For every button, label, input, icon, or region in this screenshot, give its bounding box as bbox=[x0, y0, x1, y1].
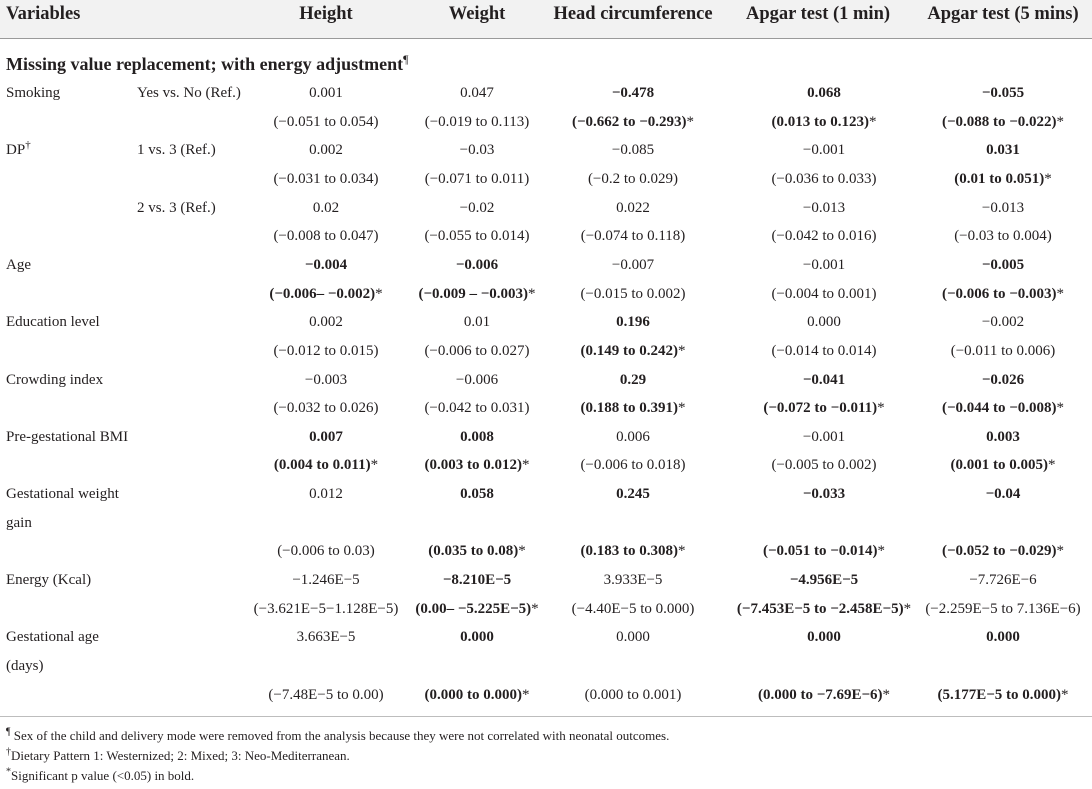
row-variable-text: Pre-gestational BMI bbox=[6, 428, 129, 445]
table-cell bbox=[771, 222, 876, 250]
row-variable bbox=[6, 423, 128, 451]
header-weight: Weight bbox=[448, 4, 506, 24]
row-variable bbox=[6, 623, 99, 651]
cell-value: (−0.011 to 0.006) bbox=[950, 342, 1056, 359]
table-cell bbox=[803, 480, 845, 508]
table-cell bbox=[309, 136, 343, 164]
cell-value: −0.001 bbox=[802, 256, 846, 273]
cell-value: 0.047 bbox=[460, 85, 494, 101]
cell-value: −0.004 bbox=[304, 256, 348, 273]
table-cell bbox=[428, 537, 526, 565]
cell-value: −4.956E−5 bbox=[789, 572, 859, 589]
cell-value: (−0.662 to −0.293) bbox=[571, 113, 687, 130]
significance-mark: * bbox=[869, 113, 877, 130]
table-row bbox=[0, 394, 1092, 422]
table-cell bbox=[268, 681, 383, 709]
table-cell bbox=[581, 394, 686, 422]
table-cell bbox=[254, 595, 399, 623]
table-cell bbox=[273, 222, 378, 250]
cell-value: −0.478 bbox=[611, 85, 655, 101]
significance-mark: * bbox=[1056, 113, 1065, 130]
table-cell bbox=[807, 623, 841, 651]
table-cell bbox=[305, 366, 347, 394]
table-row bbox=[0, 537, 1092, 565]
table-cell bbox=[269, 280, 382, 308]
header-apgar-1min: Apgar test (1 min) bbox=[745, 4, 891, 24]
table-cell bbox=[588, 165, 678, 193]
cell-value: −0.001 bbox=[802, 142, 846, 159]
table-cell bbox=[274, 451, 378, 479]
table-cell bbox=[456, 366, 498, 394]
cell-value: (0.001 to 0.005) bbox=[950, 457, 1048, 474]
cell-value: (0.000 to 0.000) bbox=[424, 686, 522, 703]
table-cell bbox=[292, 566, 359, 594]
footnote-1-mark: ¶ bbox=[6, 726, 11, 738]
table-row bbox=[0, 566, 1092, 594]
table-cell bbox=[982, 79, 1024, 107]
row-variable bbox=[6, 136, 31, 164]
cell-value: (−0.088 to −0.022) bbox=[941, 113, 1057, 130]
row-variable bbox=[6, 79, 60, 107]
table-cell bbox=[460, 79, 494, 107]
table-cell bbox=[309, 79, 343, 107]
significance-mark: * bbox=[1044, 170, 1052, 187]
significance-mark: * bbox=[370, 457, 379, 474]
cell-value: (−0.042 to 0.016) bbox=[771, 228, 877, 245]
cell-value: −0.001 bbox=[802, 428, 846, 445]
cell-value: (5.177E−5 to 0.000) bbox=[937, 686, 1062, 703]
table-cell bbox=[942, 394, 1064, 422]
table-cell bbox=[772, 108, 877, 136]
table-cell bbox=[581, 337, 686, 365]
cell-value: 0.022 bbox=[616, 199, 650, 216]
significance-mark: * bbox=[903, 600, 912, 617]
table-cell bbox=[982, 251, 1024, 279]
table-cell bbox=[986, 623, 1020, 651]
cell-value: (−0.006 to 0.03) bbox=[277, 543, 375, 560]
cell-value: 0.000 bbox=[807, 629, 841, 646]
row-variable-footnote-mark: † bbox=[25, 139, 31, 152]
significance-mark: * bbox=[686, 113, 695, 130]
significance-mark: * bbox=[678, 400, 686, 417]
cell-value: 0.01 bbox=[463, 314, 491, 331]
cell-value: −0.013 bbox=[802, 199, 846, 216]
row-variable-text: Crowding index bbox=[6, 371, 104, 388]
table-cell bbox=[616, 194, 650, 222]
table-cell bbox=[460, 423, 494, 451]
table-cell bbox=[942, 108, 1064, 136]
table-row bbox=[0, 595, 1092, 623]
table-cell bbox=[925, 595, 1080, 623]
table-row bbox=[0, 366, 1092, 394]
significance-mark: * bbox=[1056, 543, 1065, 560]
table-row bbox=[0, 280, 1092, 308]
header-variables: Variables bbox=[6, 4, 81, 24]
footnote-1 bbox=[6, 728, 669, 744]
cell-value: (0.149 to 0.242) bbox=[580, 342, 678, 359]
section-title-mark: ¶ bbox=[403, 52, 409, 66]
table-row bbox=[0, 251, 1092, 279]
cell-value: (−0.006 to −0.003) bbox=[941, 285, 1057, 302]
row-variable bbox=[6, 308, 100, 336]
table-cell bbox=[424, 337, 529, 365]
table-cell bbox=[415, 595, 538, 623]
table-row bbox=[0, 423, 1092, 451]
table-cell bbox=[612, 136, 654, 164]
table-row bbox=[0, 337, 1092, 365]
cell-value: (−0.012 to 0.015) bbox=[273, 342, 379, 359]
cell-value: 0.196 bbox=[616, 314, 650, 331]
header-height: Height bbox=[299, 4, 353, 24]
table-cell bbox=[464, 308, 490, 336]
cell-value: (0.004 to 0.011) bbox=[273, 457, 371, 474]
table-cell bbox=[771, 337, 876, 365]
table-cell bbox=[982, 308, 1024, 336]
cell-value: (0.188 to 0.391) bbox=[580, 400, 678, 417]
significance-mark: * bbox=[1056, 285, 1065, 302]
table-cell bbox=[418, 280, 535, 308]
cell-value: (−0.074 to 0.118) bbox=[580, 228, 686, 245]
cell-value: −0.03 bbox=[459, 142, 495, 159]
table-cell bbox=[616, 480, 650, 508]
cell-value: (0.013 to 0.123) bbox=[771, 113, 869, 130]
cell-value: 0.245 bbox=[616, 486, 650, 503]
table-cell bbox=[803, 423, 845, 451]
row-variable bbox=[6, 652, 44, 680]
cell-value: (0.003 to 0.012) bbox=[424, 457, 522, 474]
row-variable bbox=[6, 509, 32, 537]
cell-value: −0.055 bbox=[981, 85, 1025, 101]
table-cell bbox=[937, 681, 1068, 709]
table-cell bbox=[986, 136, 1020, 164]
significance-mark: * bbox=[877, 543, 886, 560]
table-row bbox=[0, 79, 1092, 107]
table-cell bbox=[572, 108, 694, 136]
cell-value: (−7.48E−5 to 0.00) bbox=[268, 686, 384, 703]
cell-value: 0.000 bbox=[807, 314, 841, 331]
significance-mark: * bbox=[1061, 686, 1069, 703]
cell-value: (−0.019 to 0.113) bbox=[424, 113, 530, 130]
section-title bbox=[6, 52, 409, 75]
table-cell bbox=[620, 366, 646, 394]
cell-value: (−0.2 to 0.029) bbox=[587, 170, 679, 187]
table-cell bbox=[443, 566, 511, 594]
cell-value: (−0.051 to −0.014) bbox=[762, 543, 878, 560]
cell-value: (−0.072 to −0.011) bbox=[763, 400, 878, 417]
row-variable-text: Energy (Kcal) bbox=[6, 572, 92, 589]
footnote-3-text: Significant p value (<0.05) in bold. bbox=[11, 768, 195, 783]
header-apgar-5min: Apgar test (5 mins) bbox=[927, 4, 1079, 24]
significance-mark: * bbox=[518, 543, 526, 560]
cell-value: −1.246E−5 bbox=[292, 572, 360, 589]
table-cell bbox=[313, 194, 339, 222]
table-cell bbox=[581, 222, 686, 250]
table-cell bbox=[982, 366, 1024, 394]
cell-value: 0.002 bbox=[309, 142, 343, 159]
table-cell bbox=[986, 480, 1021, 508]
table-cell bbox=[771, 280, 876, 308]
table-cell bbox=[604, 566, 663, 594]
cell-value: −0.002 bbox=[981, 314, 1025, 331]
table-cell bbox=[425, 108, 530, 136]
cell-value: (0.035 to 0.08) bbox=[428, 543, 519, 560]
header-rule bbox=[0, 38, 1092, 39]
table-row bbox=[0, 509, 1092, 537]
table-cell bbox=[456, 251, 498, 279]
table-cell bbox=[986, 423, 1020, 451]
table-row bbox=[0, 194, 1092, 222]
cell-value: 0.006 bbox=[616, 428, 650, 445]
cell-value: 0.007 bbox=[309, 428, 343, 445]
table-row bbox=[0, 108, 1092, 136]
table-cell bbox=[803, 251, 845, 279]
cell-value: −0.02 bbox=[459, 199, 495, 216]
table-cell bbox=[982, 194, 1024, 222]
cell-value: (−0.006 to 0.018) bbox=[580, 457, 686, 474]
significance-mark: * bbox=[1056, 400, 1065, 417]
cell-value: 0.058 bbox=[460, 486, 494, 503]
table-cell bbox=[460, 623, 494, 651]
table-row bbox=[0, 681, 1092, 709]
table-cell bbox=[425, 451, 530, 479]
cell-value: −8.210E−5 bbox=[442, 572, 512, 589]
table-cell bbox=[951, 337, 1056, 365]
significance-mark: * bbox=[375, 285, 383, 302]
cell-value: 0.003 bbox=[986, 428, 1020, 445]
cell-value: −0.006 bbox=[455, 256, 499, 273]
significance-mark: * bbox=[528, 285, 536, 302]
cell-value: 0.001 bbox=[309, 85, 343, 101]
table-cell bbox=[790, 566, 858, 594]
table-cell bbox=[771, 451, 876, 479]
row-subcategory: Yes vs. No (Ref.) bbox=[137, 85, 241, 101]
table-cell bbox=[807, 79, 841, 107]
table-cell bbox=[424, 394, 529, 422]
cell-value: 3.663E−5 bbox=[296, 629, 356, 646]
section-title-text: Missing value replacement; with energy adjustment bbox=[6, 54, 404, 74]
table-row bbox=[0, 480, 1092, 508]
cell-value: 0.29 bbox=[619, 371, 647, 388]
table-cell bbox=[942, 280, 1064, 308]
table-cell bbox=[425, 681, 530, 709]
cell-value: 0.002 bbox=[309, 314, 343, 331]
cell-value: 3.933E−5 bbox=[603, 572, 663, 589]
table-cell bbox=[612, 251, 654, 279]
table-cell bbox=[954, 222, 1052, 250]
table-cell bbox=[763, 537, 885, 565]
cell-value: 0.02 bbox=[312, 199, 340, 216]
table-cell bbox=[954, 165, 1052, 193]
row-variable bbox=[6, 480, 119, 508]
table-cell bbox=[758, 681, 890, 709]
cell-value: −0.041 bbox=[802, 371, 846, 388]
cell-value: 0.000 bbox=[460, 629, 494, 646]
cell-value: (−3.621E−5−1.128E−5) bbox=[253, 600, 399, 617]
cell-value: (−0.005 to 0.002) bbox=[771, 457, 877, 474]
cell-value: (−0.055 to 0.014) bbox=[424, 228, 530, 245]
cell-value: (−0.008 to 0.047) bbox=[273, 228, 379, 245]
table-cell bbox=[942, 537, 1064, 565]
cell-value: −7.726E−6 bbox=[969, 572, 1037, 589]
cell-value: (−2.259E−5 to 7.136E−6) bbox=[925, 600, 1081, 617]
cell-value: 0.068 bbox=[807, 85, 841, 101]
significance-mark: * bbox=[522, 686, 530, 703]
footnote-2 bbox=[6, 748, 350, 764]
table-cell bbox=[305, 251, 347, 279]
footnote-2-text: Dietary Pattern 1: Westernized; 2: Mixed; 3: Neo-Mediterranean. bbox=[11, 748, 350, 763]
significance-mark: * bbox=[882, 686, 891, 703]
row-subcategory: 1 vs. 3 (Ref.) bbox=[137, 142, 216, 159]
cell-value: −0.006 bbox=[455, 371, 499, 388]
table-cell bbox=[580, 280, 685, 308]
row-variable-text: Smoking bbox=[6, 85, 61, 101]
significance-mark: * bbox=[1048, 457, 1056, 474]
table-row bbox=[0, 136, 1092, 164]
cell-value: −0.007 bbox=[611, 256, 655, 273]
cell-value: (−0.009 – −0.003) bbox=[418, 285, 529, 302]
footnote-1-text: Sex of the child and delivery mode were removed from the analysis because they were not correlated with neonatal outcomes. bbox=[10, 728, 670, 743]
cell-value: (0.00– −5.225E−5) bbox=[415, 600, 532, 617]
table-cell bbox=[460, 136, 495, 164]
table-cell bbox=[737, 595, 911, 623]
table-cell bbox=[969, 566, 1036, 594]
table-cell bbox=[616, 423, 650, 451]
cell-value: (0.01 to 0.051) bbox=[954, 170, 1045, 187]
table-cell bbox=[803, 194, 845, 222]
table-cell bbox=[273, 165, 378, 193]
cell-value: (−0.03 to 0.004) bbox=[954, 228, 1052, 245]
row-variable bbox=[6, 566, 91, 594]
cell-value: 0.008 bbox=[460, 428, 494, 445]
table-cell bbox=[309, 423, 343, 451]
cell-value: (−0.044 to −0.008) bbox=[941, 400, 1057, 417]
header-head-circumference: Head circumference bbox=[553, 4, 713, 24]
table-cell bbox=[273, 108, 378, 136]
cell-value: (−0.042 to 0.031) bbox=[424, 400, 530, 417]
cell-value: −0.026 bbox=[981, 371, 1025, 388]
footer-rule bbox=[0, 716, 1092, 717]
table-cell bbox=[585, 681, 682, 709]
cell-value: −0.005 bbox=[981, 256, 1025, 273]
row-variable-text: Gestational age bbox=[6, 629, 99, 646]
table-cell bbox=[460, 480, 494, 508]
table-cell bbox=[951, 451, 1056, 479]
cell-value: (−0.004 to 0.001) bbox=[771, 285, 877, 302]
cell-value: (−4.40E−5 to 0.000) bbox=[571, 600, 695, 617]
row-variable-text: gain bbox=[6, 514, 32, 531]
table-cell bbox=[612, 79, 654, 107]
row-subcategory: 2 vs. 3 (Ref.) bbox=[137, 199, 216, 216]
table-cell bbox=[763, 394, 884, 422]
table-cell bbox=[309, 308, 343, 336]
significance-mark: * bbox=[678, 342, 686, 359]
cell-value: −0.013 bbox=[981, 199, 1025, 216]
cell-value: (−0.006– −0.002) bbox=[269, 285, 376, 302]
table-cell bbox=[297, 623, 356, 651]
cell-value: −0.085 bbox=[611, 142, 655, 159]
table-cell bbox=[572, 595, 695, 623]
table-cell bbox=[309, 480, 343, 508]
footnote-3-mark: * bbox=[6, 766, 11, 778]
cell-value: (−0.052 to −0.029) bbox=[941, 543, 1057, 560]
table-row bbox=[0, 308, 1092, 336]
table-row bbox=[0, 623, 1092, 651]
cell-value: −0.04 bbox=[985, 486, 1021, 503]
table-row bbox=[0, 165, 1092, 193]
table-cell bbox=[580, 451, 685, 479]
footnote-2-mark: † bbox=[6, 746, 11, 758]
cell-value: (−0.036 to 0.033) bbox=[771, 170, 877, 187]
cell-value: −0.033 bbox=[802, 486, 846, 503]
table-cell bbox=[803, 366, 845, 394]
table-row bbox=[0, 451, 1092, 479]
cell-value: 0.031 bbox=[986, 142, 1020, 159]
cell-value: (−0.032 to 0.026) bbox=[273, 400, 379, 417]
cell-value: (0.000 to 0.001) bbox=[584, 686, 682, 703]
cell-value: (−0.071 to 0.011) bbox=[424, 170, 530, 187]
significance-mark: * bbox=[877, 400, 885, 417]
table-cell bbox=[273, 337, 378, 365]
cell-value: 0.000 bbox=[986, 629, 1020, 646]
significance-mark: * bbox=[522, 457, 530, 474]
row-variable bbox=[6, 251, 31, 279]
cell-value: (−0.015 to 0.002) bbox=[580, 285, 686, 302]
table-cell bbox=[616, 308, 650, 336]
significance-mark: * bbox=[531, 600, 539, 617]
cell-value: (−0.006 to 0.027) bbox=[424, 342, 530, 359]
cell-value: (0.000 to −7.69E−6) bbox=[757, 686, 883, 703]
table-cell bbox=[771, 165, 876, 193]
table-cell bbox=[616, 623, 650, 651]
cell-value: (−0.014 to 0.014) bbox=[771, 342, 877, 359]
row-variable-text: Gestational weight bbox=[6, 486, 119, 503]
cell-value: 0.000 bbox=[616, 629, 650, 646]
cell-value: 0.012 bbox=[309, 486, 343, 503]
table-cell bbox=[581, 537, 686, 565]
cell-value: (0.183 to 0.308) bbox=[580, 543, 678, 560]
significance-mark: * bbox=[678, 543, 686, 560]
table-row bbox=[0, 652, 1092, 680]
row-variable bbox=[6, 366, 103, 394]
cell-value: (−7.453E−5 to −2.458E−5) bbox=[736, 600, 904, 617]
cell-value: −0.003 bbox=[304, 371, 348, 388]
table-cell bbox=[460, 194, 495, 222]
table-cell bbox=[425, 165, 530, 193]
row-variable-text: (days) bbox=[6, 658, 44, 674]
row-variable-text: DP bbox=[6, 142, 26, 159]
table-cell bbox=[424, 222, 529, 250]
table-row bbox=[0, 222, 1092, 250]
table-cell bbox=[807, 308, 841, 336]
table-cell bbox=[277, 537, 375, 565]
footnote-3 bbox=[6, 768, 194, 784]
row-variable-text: Age bbox=[6, 256, 31, 273]
table-cell bbox=[803, 136, 845, 164]
table-cell bbox=[273, 394, 378, 422]
cell-value: (−0.051 to 0.054) bbox=[273, 113, 379, 130]
cell-value: (−0.031 to 0.034) bbox=[273, 170, 379, 187]
row-variable-text: Education level bbox=[6, 314, 100, 331]
